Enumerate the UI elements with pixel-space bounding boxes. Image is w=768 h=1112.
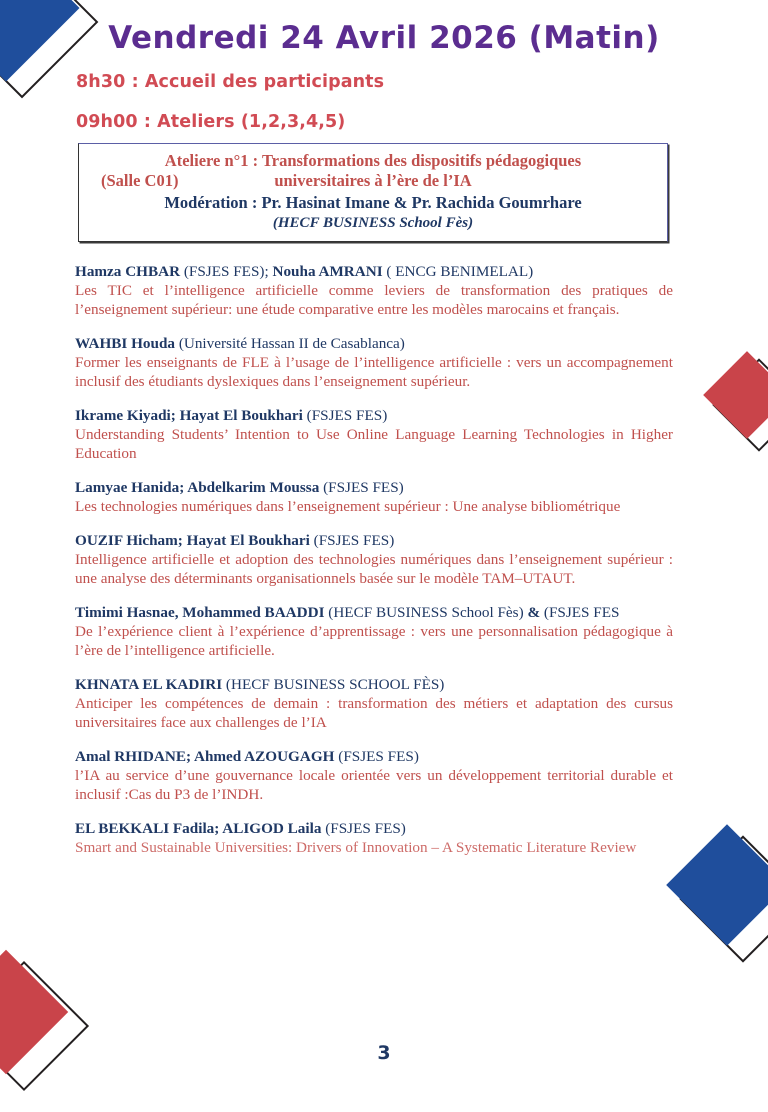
presentation-entry <box>75 334 673 391</box>
atelier-title-line-2: universitaires à l’ère de l’IA <box>274 171 472 190</box>
atelier-title-line-2-row <box>89 171 657 191</box>
entry-authors <box>75 531 673 550</box>
author-name: Lamyae Hanida; Abdelkarim Moussa <box>75 479 320 496</box>
author-affiliation: ( ENCG BENIMELAL) <box>382 263 534 280</box>
decorative-diamond-top-left <box>0 0 118 122</box>
presentation-entry <box>75 819 673 857</box>
entry-title: Smart and Sustainable Universities: Drivers of Innovation – A Systematic Literature Review <box>75 839 637 856</box>
presentation-entry <box>75 603 673 660</box>
entry-authors <box>75 334 673 353</box>
entry-title: Understanding Students’ Intention to Use Online Language Learning Technologies in Higher Education <box>75 426 673 462</box>
author-affiliation: (FSJES FES); <box>180 263 273 280</box>
entry-title: Former les enseignants de FLE à l’usage de l’intelligence artificielle : vers un accompagnement inclusif des étudiants dyslexiques dans l’enseignement supérieur. <box>75 354 673 390</box>
presentation-entry <box>75 675 673 732</box>
atelier-info-box <box>78 143 668 242</box>
page-number: 3 <box>377 1042 391 1064</box>
entry-title: Anticiper les compétences de demain : transformation des métiers et adaptation des cursus universitaires face aux challenges de l’IA <box>75 695 673 731</box>
author-name: Timimi Hasnae, Mohammed BAADDI <box>75 604 325 621</box>
page-title: Vendredi 24 Avril 2026 (Matin) <box>108 20 660 56</box>
atelier-room-label: (Salle C01) <box>101 171 179 190</box>
author-affiliation: (HECF BUSINESS SCHOOL FÈS) <box>222 676 445 693</box>
entry-authors <box>75 478 673 497</box>
author-name: Nouha AMRANI <box>272 263 383 280</box>
atelier-moderation-affiliation: (HECF BUSINESS School Fès) <box>272 215 474 231</box>
author-name: OUZIF Hicham; Hayat El Boukhari <box>75 532 310 549</box>
atelier-moderation: Modération : Pr. Hasinat Imane & Pr. Rachida Goumrhare <box>164 193 582 212</box>
decorative-diamond-bottom-right <box>676 838 768 988</box>
entry-authors <box>75 819 673 838</box>
entry-title: Les technologies numériques dans l’enseignement supérieur : Une analyse bibliométrique <box>75 498 621 515</box>
author-affiliation: (FSJES FES) <box>319 479 404 496</box>
diamond-fill-icon <box>703 351 768 439</box>
entry-authors <box>75 747 673 766</box>
entry-authors <box>75 262 673 281</box>
agenda-item-workshops: 09h00 : Ateliers (1,2,3,4,5) <box>76 112 346 132</box>
author-name: EL BEKKALI Fadila; ALIGOD Laila <box>75 820 322 837</box>
author-name: WAHBI Houda <box>75 335 176 352</box>
author-affiliation: (FSJES FES) <box>334 748 419 765</box>
author-affiliation: (FSJES FES) <box>302 407 388 424</box>
entry-authors <box>75 406 673 425</box>
entry-title: De l’expérience client à l’expérience d’apprentissage : vers une personnalisation pédagogique à l’ère de l’intelligence artificielle. <box>75 623 673 659</box>
entry-authors <box>75 603 673 622</box>
presentation-entry <box>75 531 673 588</box>
author-affiliation: (FSJES FES) <box>321 820 406 837</box>
presentation-entry <box>75 406 673 463</box>
author-affiliation: (FSJES FES) <box>309 532 395 549</box>
agenda-item-welcome: 8h30 : Accueil des participants <box>76 72 385 92</box>
author-name: Amal RHIDANE; Ahmed AZOUGAGH <box>75 748 335 765</box>
presentation-entry <box>75 478 673 516</box>
entry-authors <box>75 675 673 694</box>
decorative-diamond-right-upper <box>712 362 768 472</box>
author-affiliation: (HECF BUSINESS School Fès) <box>324 604 528 621</box>
author-name: & <box>527 604 541 621</box>
entry-title: Les TIC et l’intelligence artificielle comme leviers de transformation des pratiques de l’enseignement supérieur: une étude comparative entre les modèles marocains et français. <box>75 282 673 318</box>
presentation-entry <box>75 262 673 319</box>
author-name: KHNATA EL KADIRI <box>75 676 223 693</box>
presentation-list <box>75 262 673 872</box>
entry-title: l’IA au service d’une gouvernance locale orientée vers un développement territorial durable et inclusif :Cas du P3 de l’INDH. <box>75 767 673 803</box>
atelier-title-line-1: Ateliere n°1 : Transformations des dispositifs pédagogiques <box>164 151 582 170</box>
author-name: Hamza CHBAR <box>75 263 181 280</box>
presentation-entry <box>75 747 673 804</box>
author-affiliation: (Université Hassan II de Casablanca) <box>175 335 405 352</box>
author-affiliation: (FSJES FES <box>540 604 620 621</box>
entry-title: Intelligence artificielle et adoption des technologies numériques dans l’enseignement supérieur : une analyse des déterminants organisationnels basée sur le modèle TAM–UTAUT. <box>75 551 673 587</box>
author-name: Ikrame Kiyadi; Hayat El Boukhari <box>75 407 303 424</box>
